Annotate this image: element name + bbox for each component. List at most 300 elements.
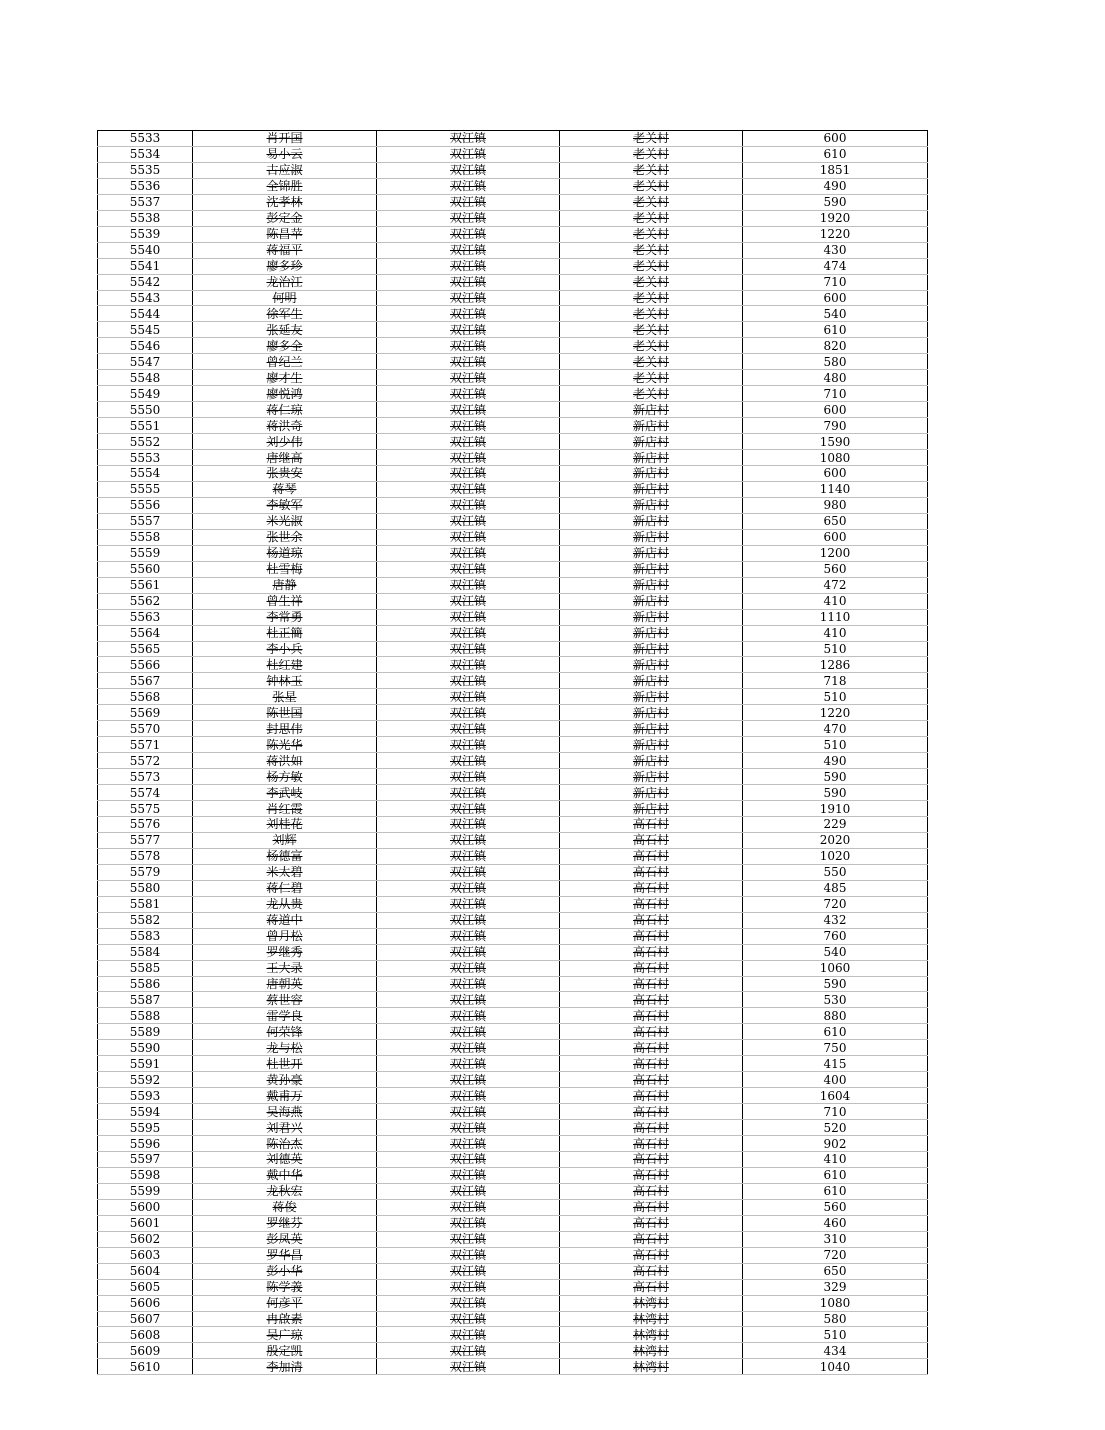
table-row [98,641,928,657]
village-cell: 老关村 [560,354,743,370]
name-cell: 肖开国 [193,131,377,147]
village-cell: 新店村 [560,593,743,609]
town-cell: 双江镇 [377,896,560,912]
amount-cell: 880 [743,1008,928,1024]
amount-cell: 1080 [743,1295,928,1311]
row-number-cell: 5581 [98,896,193,912]
table-row [98,545,928,561]
amount-cell: 980 [743,497,928,513]
village-cell: 新店村 [560,402,743,418]
row-number-cell: 5593 [98,1088,193,1104]
name-cell: 唐继高 [193,450,377,466]
amount-cell: 1851 [743,162,928,178]
name-cell: 杜正簡 [193,625,377,641]
table-row [98,386,928,402]
row-number-cell: 5571 [98,737,193,753]
row-number-cell: 5584 [98,944,193,960]
amount-cell: 540 [743,306,928,322]
town-cell: 双江镇 [377,1167,560,1183]
village-cell: 新店村 [560,721,743,737]
amount-cell: 610 [743,322,928,338]
amount-cell: 1220 [743,705,928,721]
table-row [98,1295,928,1311]
village-cell: 老关村 [560,178,743,194]
town-cell: 双江镇 [377,402,560,418]
row-number-cell: 5550 [98,402,193,418]
village-cell: 高石村 [560,880,743,896]
village-cell: 林湾村 [560,1359,743,1375]
row-number-cell: 5607 [98,1311,193,1327]
village-cell: 新店村 [560,497,743,513]
row-number-cell: 5590 [98,1040,193,1056]
amount-cell: 902 [743,1136,928,1152]
amount-cell: 490 [743,753,928,769]
village-cell: 老关村 [560,146,743,162]
name-cell: 沈孝林 [193,194,377,210]
town-cell: 双江镇 [377,960,560,976]
table-row [98,1136,928,1152]
name-cell: 徐军生 [193,306,377,322]
town-cell: 双江镇 [377,753,560,769]
village-cell: 高石村 [560,1008,743,1024]
row-number-cell: 5576 [98,816,193,832]
table-row [98,370,928,386]
amount-cell: 472 [743,577,928,593]
table-row [98,1359,928,1375]
town-cell: 双江镇 [377,162,560,178]
table-row [98,625,928,641]
name-cell: 杨道琼 [193,545,377,561]
table-row [98,402,928,418]
town-cell: 双江镇 [377,146,560,162]
village-cell: 新店村 [560,561,743,577]
name-cell: 何明 [193,290,377,306]
table-row [98,609,928,625]
amount-cell: 1040 [743,1359,928,1375]
table-row [98,1183,928,1199]
row-number-cell: 5567 [98,673,193,689]
amount-cell: 1060 [743,960,928,976]
name-cell: 吴海燕 [193,1104,377,1120]
name-cell: 唐朝英 [193,976,377,992]
name-cell: 曾生祥 [193,593,377,609]
row-number-cell: 5539 [98,226,193,242]
town-cell: 双江镇 [377,434,560,450]
amount-cell: 510 [743,689,928,705]
town-cell: 双江镇 [377,226,560,242]
name-cell: 米光淑 [193,513,377,529]
town-cell: 双江镇 [377,178,560,194]
town-cell: 双江镇 [377,1072,560,1088]
row-number-cell: 5588 [98,1008,193,1024]
amount-cell: 310 [743,1231,928,1247]
table-row [98,418,928,434]
town-cell: 双江镇 [377,258,560,274]
amount-cell: 600 [743,529,928,545]
amount-cell: 560 [743,561,928,577]
village-cell: 高石村 [560,960,743,976]
village-cell: 高石村 [560,1152,743,1168]
village-cell: 老关村 [560,131,743,147]
name-cell: 彭定金 [193,210,377,226]
name-cell: 蒋仁碧 [193,880,377,896]
table-row [98,976,928,992]
town-cell: 双江镇 [377,545,560,561]
amount-cell: 720 [743,896,928,912]
amount-cell: 510 [743,737,928,753]
row-number-cell: 5597 [98,1152,193,1168]
amount-cell: 710 [743,386,928,402]
row-number-cell: 5580 [98,880,193,896]
town-cell: 双江镇 [377,737,560,753]
amount-cell: 510 [743,641,928,657]
amount-cell: 1020 [743,848,928,864]
town-cell: 双江镇 [377,992,560,1008]
name-cell: 张世余 [193,529,377,545]
amount-cell: 600 [743,290,928,306]
town-cell: 双江镇 [377,1231,560,1247]
village-cell: 林湾村 [560,1343,743,1359]
name-cell: 张星 [193,689,377,705]
town-cell: 双江镇 [377,210,560,226]
name-cell: 蒋洪如 [193,753,377,769]
row-number-cell: 5557 [98,513,193,529]
name-cell: 米太碧 [193,864,377,880]
row-number-cell: 5565 [98,641,193,657]
amount-cell: 610 [743,146,928,162]
village-cell: 新店村 [560,418,743,434]
amount-cell: 590 [743,976,928,992]
table-row [98,880,928,896]
table-body [98,131,928,1375]
table-row [98,577,928,593]
table-row [98,1231,928,1247]
name-cell: 肖红霞 [193,801,377,817]
name-cell: 蒋仁琼 [193,402,377,418]
village-cell: 高石村 [560,1072,743,1088]
amount-cell: 329 [743,1279,928,1295]
table-row [98,450,928,466]
amount-cell: 600 [743,131,928,147]
village-cell: 高石村 [560,1056,743,1072]
village-cell: 高石村 [560,1231,743,1247]
name-cell: 唐静 [193,577,377,593]
village-cell: 新店村 [560,450,743,466]
village-cell: 林湾村 [560,1311,743,1327]
table-row [98,689,928,705]
village-cell: 新店村 [560,609,743,625]
name-cell: 杜红建 [193,657,377,673]
table-row [98,769,928,785]
table-row [98,928,928,944]
row-number-cell: 5602 [98,1231,193,1247]
row-number-cell: 5594 [98,1104,193,1120]
town-cell: 双江镇 [377,1024,560,1040]
town-cell: 双江镇 [377,625,560,641]
town-cell: 双江镇 [377,354,560,370]
name-cell: 蒋道中 [193,912,377,928]
village-cell: 新店村 [560,657,743,673]
table-row [98,513,928,529]
table-row [98,960,928,976]
village-cell: 老关村 [560,370,743,386]
amount-cell: 718 [743,673,928,689]
row-number-cell: 5569 [98,705,193,721]
name-cell: 龙与松 [193,1040,377,1056]
name-cell: 钟林玉 [193,673,377,689]
town-cell: 双江镇 [377,1056,560,1072]
name-cell: 易小云 [193,146,377,162]
village-cell: 老关村 [560,306,743,322]
town-cell: 双江镇 [377,944,560,960]
table-row [98,306,928,322]
village-cell: 林湾村 [560,1295,743,1311]
table-row [98,497,928,513]
village-cell: 高石村 [560,1263,743,1279]
town-cell: 双江镇 [377,1183,560,1199]
table-row [98,258,928,274]
row-number-cell: 5552 [98,434,193,450]
table-row [98,1311,928,1327]
village-cell: 高石村 [560,928,743,944]
row-number-cell: 5606 [98,1295,193,1311]
row-number-cell: 5534 [98,146,193,162]
village-cell: 高石村 [560,944,743,960]
town-cell: 双江镇 [377,928,560,944]
amount-cell: 480 [743,370,928,386]
amount-cell: 474 [743,258,928,274]
village-cell: 高石村 [560,1136,743,1152]
town-cell: 双江镇 [377,880,560,896]
table-row [98,1008,928,1024]
row-number-cell: 5542 [98,274,193,290]
table-row [98,801,928,817]
town-cell: 双江镇 [377,689,560,705]
town-cell: 双江镇 [377,1215,560,1231]
name-cell: 曾月松 [193,928,377,944]
name-cell: 刘辉 [193,832,377,848]
amount-cell: 1140 [743,481,928,497]
name-cell: 罗继芬 [193,1215,377,1231]
amount-cell: 610 [743,1183,928,1199]
town-cell: 双江镇 [377,1343,560,1359]
town-cell: 双江镇 [377,864,560,880]
name-cell: 廖才生 [193,370,377,386]
name-cell: 刘少伟 [193,434,377,450]
name-cell: 李敏军 [193,497,377,513]
table-row [98,481,928,497]
village-cell: 高石村 [560,1215,743,1231]
town-cell: 双江镇 [377,1263,560,1279]
amount-cell: 1590 [743,434,928,450]
row-number-cell: 5538 [98,210,193,226]
village-cell: 新店村 [560,753,743,769]
amount-cell: 1910 [743,801,928,817]
town-cell: 双江镇 [377,1247,560,1263]
village-cell: 高石村 [560,1120,743,1136]
amount-cell: 720 [743,1247,928,1263]
row-number-cell: 5537 [98,194,193,210]
name-cell: 罗华昌 [193,1247,377,1263]
town-cell: 双江镇 [377,577,560,593]
amount-cell: 430 [743,242,928,258]
table-row [98,1104,928,1120]
amount-cell: 400 [743,1072,928,1088]
data-table [97,130,928,1375]
row-number-cell: 5541 [98,258,193,274]
table-row [98,992,928,1008]
amount-cell: 490 [743,178,928,194]
amount-cell: 650 [743,513,928,529]
row-number-cell: 5563 [98,609,193,625]
town-cell: 双江镇 [377,1120,560,1136]
table-row [98,290,928,306]
town-cell: 双江镇 [377,1152,560,1168]
village-cell: 新店村 [560,769,743,785]
row-number-cell: 5533 [98,131,193,147]
village-cell: 老关村 [560,258,743,274]
row-number-cell: 5587 [98,992,193,1008]
row-number-cell: 5591 [98,1056,193,1072]
town-cell: 双江镇 [377,657,560,673]
village-cell: 新店村 [560,513,743,529]
town-cell: 双江镇 [377,1040,560,1056]
table-row [98,1152,928,1168]
name-cell: 戴甫万 [193,1088,377,1104]
village-cell: 高石村 [560,832,743,848]
table-row [98,178,928,194]
village-cell: 老关村 [560,162,743,178]
town-cell: 双江镇 [377,1104,560,1120]
amount-cell: 540 [743,944,928,960]
village-cell: 新店村 [560,625,743,641]
table-row [98,944,928,960]
row-number-cell: 5560 [98,561,193,577]
row-number-cell: 5568 [98,689,193,705]
amount-cell: 1604 [743,1088,928,1104]
table-row [98,1263,928,1279]
amount-cell: 1110 [743,609,928,625]
row-number-cell: 5547 [98,354,193,370]
town-cell: 双江镇 [377,1311,560,1327]
row-number-cell: 5570 [98,721,193,737]
row-number-cell: 5600 [98,1199,193,1215]
row-number-cell: 5558 [98,529,193,545]
town-cell: 双江镇 [377,1008,560,1024]
table-row [98,832,928,848]
amount-cell: 1220 [743,226,928,242]
name-cell: 刘德英 [193,1152,377,1168]
village-cell: 高石村 [560,848,743,864]
name-cell: 陈治杰 [193,1136,377,1152]
village-cell: 新店村 [560,801,743,817]
amount-cell: 410 [743,1152,928,1168]
table-row [98,1247,928,1263]
village-cell: 老关村 [560,274,743,290]
town-cell: 双江镇 [377,131,560,147]
amount-cell: 590 [743,785,928,801]
town-cell: 双江镇 [377,976,560,992]
village-cell: 高石村 [560,1247,743,1263]
amount-cell: 1920 [743,210,928,226]
name-cell: 蒋福平 [193,242,377,258]
name-cell: 杜雪梅 [193,561,377,577]
town-cell: 双江镇 [377,801,560,817]
amount-cell: 485 [743,880,928,896]
name-cell: 冉啟素 [193,1311,377,1327]
amount-cell: 410 [743,593,928,609]
village-cell: 新店村 [560,737,743,753]
name-cell: 李武岐 [193,785,377,801]
row-number-cell: 5551 [98,418,193,434]
amount-cell: 710 [743,1104,928,1120]
row-number-cell: 5585 [98,960,193,976]
amount-cell: 410 [743,625,928,641]
table-row [98,529,928,545]
village-cell: 高石村 [560,864,743,880]
town-cell: 双江镇 [377,338,560,354]
table-row [98,753,928,769]
town-cell: 双江镇 [377,513,560,529]
name-cell: 龙治江 [193,274,377,290]
name-cell: 黄孙豪 [193,1072,377,1088]
town-cell: 双江镇 [377,1295,560,1311]
town-cell: 双江镇 [377,816,560,832]
amount-cell: 610 [743,1167,928,1183]
table-row [98,785,928,801]
village-cell: 老关村 [560,194,743,210]
name-cell: 杨方敏 [193,769,377,785]
town-cell: 双江镇 [377,1279,560,1295]
row-number-cell: 5553 [98,450,193,466]
village-cell: 高石村 [560,1040,743,1056]
village-cell: 高石村 [560,912,743,928]
village-cell: 新店村 [560,673,743,689]
town-cell: 双江镇 [377,529,560,545]
name-cell: 蒋洪奇 [193,418,377,434]
name-cell: 曾纪兰 [193,354,377,370]
row-number-cell: 5536 [98,178,193,194]
amount-cell: 229 [743,816,928,832]
row-number-cell: 5540 [98,242,193,258]
name-cell: 陈昌苹 [193,226,377,242]
row-number-cell: 5548 [98,370,193,386]
name-cell: 彭凤英 [193,1231,377,1247]
town-cell: 双江镇 [377,450,560,466]
village-cell: 老关村 [560,290,743,306]
town-cell: 双江镇 [377,386,560,402]
amount-cell: 600 [743,402,928,418]
row-number-cell: 5605 [98,1279,193,1295]
amount-cell: 590 [743,194,928,210]
table-row [98,1327,928,1343]
table-row [98,848,928,864]
name-cell: 杜世开 [193,1056,377,1072]
table-row [98,354,928,370]
village-cell: 高石村 [560,1279,743,1295]
table-row [98,226,928,242]
village-cell: 高石村 [560,976,743,992]
town-cell: 双江镇 [377,322,560,338]
town-cell: 双江镇 [377,466,560,482]
town-cell: 双江镇 [377,593,560,609]
town-cell: 双江镇 [377,832,560,848]
row-number-cell: 5604 [98,1263,193,1279]
table-row [98,466,928,482]
name-cell: 蒋俊 [193,1199,377,1215]
town-cell: 双江镇 [377,370,560,386]
row-number-cell: 5609 [98,1343,193,1359]
